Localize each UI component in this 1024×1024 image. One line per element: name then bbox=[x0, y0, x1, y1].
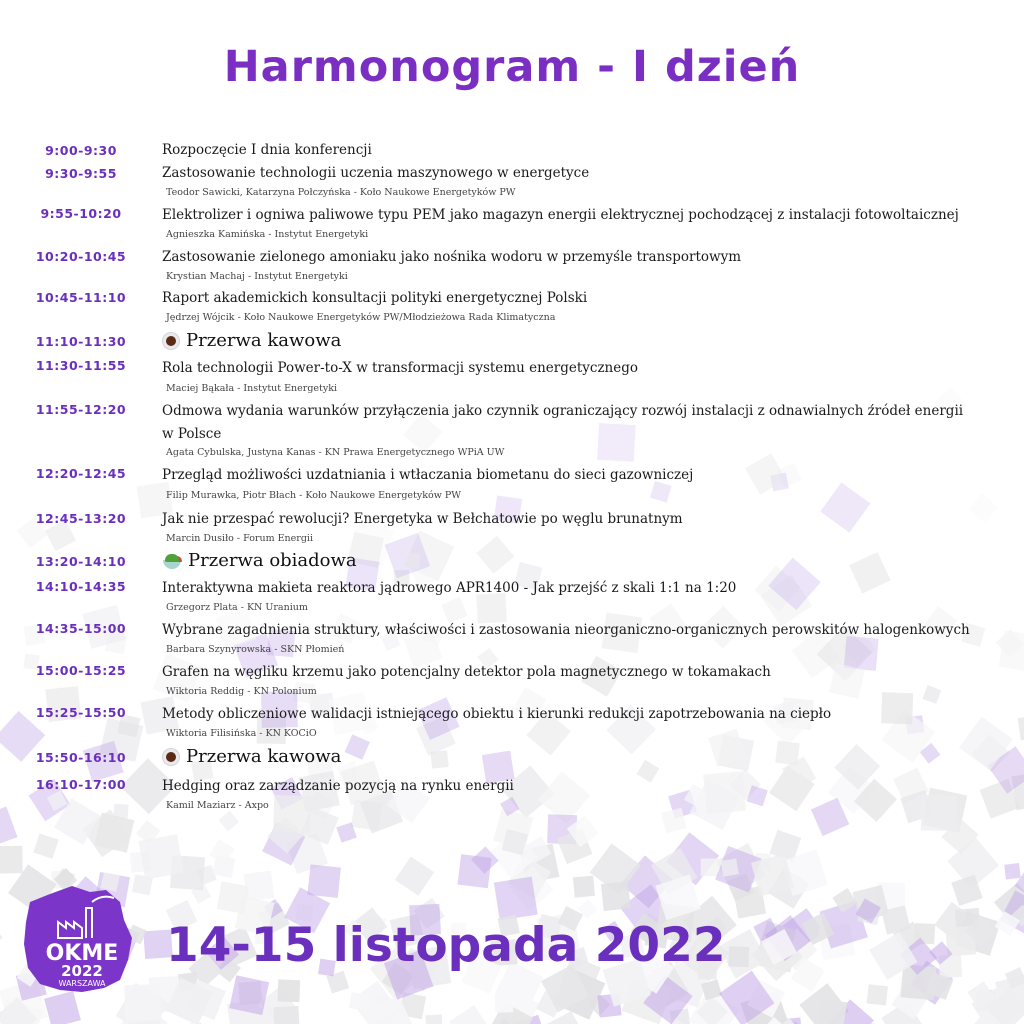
talk-title: Rola technologii Power-to-X w transformacji systemu energetycznego bbox=[162, 360, 639, 376]
talk-title: Jak nie przespać rewolucji? Energetyka w Bełchatowie po węglu brunatnym bbox=[162, 511, 683, 527]
mosaic-tile bbox=[139, 834, 184, 879]
time-slot: 11:30-11:55 bbox=[35, 358, 127, 373]
mosaic-tile bbox=[601, 881, 631, 911]
talk-speakers: Marcin Dusiło - Forum Energii bbox=[166, 533, 313, 544]
time-slot: 10:20-10:45 bbox=[35, 249, 127, 264]
time-slot: 15:50-16:10 bbox=[35, 750, 127, 765]
talk-title: Metody obliczeniowe walidacji istniejącego obiektu i kierunki redukcji zapotrzebowania na ciepło bbox=[162, 706, 832, 722]
time-slot: 9:55-10:20 bbox=[40, 206, 122, 221]
mosaic-tile bbox=[278, 979, 301, 1002]
time-slot: 15:25-15:50 bbox=[35, 705, 127, 720]
talk-speakers: Maciej Bąkała - Instytut Energetyki bbox=[166, 383, 337, 394]
mosaic-tile bbox=[701, 859, 719, 877]
mosaic-tile bbox=[1004, 863, 1021, 880]
talk-title: Hedging oraz zarządzanie pozycją na rynku energii bbox=[162, 778, 514, 794]
logo-name: OKME bbox=[45, 941, 119, 966]
talk-title: Odmowa wydania warunków przyłączenia jako czynnik ograniczający rozwój instalacji z odnawialnych źródeł energii bbox=[162, 403, 964, 419]
mosaic-tile bbox=[430, 750, 448, 768]
mosaic-tile bbox=[573, 876, 595, 898]
break-text: Przerwa kawowa bbox=[186, 746, 342, 767]
talk-speakers: Agata Cybulska, Justyna Kanas - KN Prawa Energetycznego WPiA UW bbox=[166, 447, 505, 458]
mosaic-tile bbox=[867, 984, 888, 1005]
talk-title-continued: w Polsce bbox=[162, 426, 222, 442]
break-label bbox=[162, 330, 341, 351]
break-label bbox=[162, 746, 341, 767]
break-text: Przerwa obiadowa bbox=[188, 550, 357, 571]
mosaic-tile bbox=[229, 975, 269, 1015]
talk-title: Interaktywna makieta reaktora jądrowego APR1400 - Jak przejść z skali 1:1 na 1:20 bbox=[162, 580, 737, 596]
break-text: Przerwa kawowa bbox=[186, 330, 342, 351]
mosaic-tile bbox=[425, 1014, 442, 1024]
mosaic-tile bbox=[307, 864, 341, 898]
mosaic-tile bbox=[495, 994, 514, 1013]
mosaic-tile bbox=[818, 998, 847, 1024]
logo-year: 2022 bbox=[61, 962, 103, 980]
mosaic-tile bbox=[494, 877, 538, 921]
mosaic-tile bbox=[273, 1006, 299, 1024]
talk-title: Rozpoczęcie I dnia konferencji bbox=[162, 142, 372, 158]
mosaic-tile bbox=[244, 871, 275, 902]
time-slot: 16:10-17:00 bbox=[35, 777, 127, 792]
talk-speakers: Grzegorz Plata - KN Uranium bbox=[166, 602, 308, 613]
time-slot: 11:55-12:20 bbox=[35, 402, 127, 417]
talk-title: Zastosowanie zielonego amoniaku jako nośnika wodoru w przemyśle transportowym bbox=[162, 249, 741, 265]
time-slot: 14:10-14:35 bbox=[35, 579, 127, 594]
time-slot: 10:45-11:10 bbox=[35, 290, 127, 305]
talk-title: Elektrolizer i ogniwa paliwowe typu PEM jako magazyn energii elektrycznej pochodzącej z instalacji fotowoltaicznej bbox=[162, 207, 959, 223]
time-slot: 11:10-11:30 bbox=[35, 334, 127, 349]
salad-bowl-icon bbox=[162, 552, 182, 570]
talk-speakers: Wiktoria Filisińska - KN KOCiO bbox=[166, 728, 317, 739]
talk-title: Raport akademickich konsultacji polityki energetycznej Polski bbox=[162, 290, 588, 306]
logo-city: WARSZAWA bbox=[58, 979, 106, 988]
talk-title: Przegląd możliwości uzdatniania i wtłaczania biometanu do sieci gazowniczej bbox=[162, 467, 694, 483]
talk-speakers: Teodor Sawicki, Katarzyna Połczyńska - Koło Naukowe Energetyków PW bbox=[166, 187, 516, 198]
okme-logo bbox=[20, 880, 140, 1000]
page-title: Harmonogram - I dzień bbox=[223, 42, 801, 92]
mosaic-tile bbox=[0, 846, 23, 874]
talk-speakers: Jędrzej Wójcik - Koło Naukowe Energetyków PW/Młodzieżowa Rada Klimatyczna bbox=[166, 312, 556, 323]
mosaic-tile bbox=[720, 858, 738, 876]
mosaic-tile bbox=[217, 881, 249, 913]
time-slot: 12:20-12:45 bbox=[35, 466, 127, 481]
time-slot: 13:20-14:10 bbox=[35, 554, 127, 569]
time-slot: 12:45-13:20 bbox=[35, 511, 127, 526]
coffee-icon bbox=[162, 748, 180, 766]
time-slot: 9:30-9:55 bbox=[45, 166, 117, 181]
coffee-icon bbox=[162, 332, 180, 350]
mosaic-tile bbox=[728, 946, 749, 967]
talk-speakers: Filip Murawka, Piotr Błach - Koło Naukowe Energetyków PW bbox=[166, 490, 462, 501]
talk-title: Zastosowanie technologii uczenia maszynowego w energetyce bbox=[162, 165, 590, 181]
break-label bbox=[162, 550, 357, 571]
talk-title: Grafen na węgliku krzemu jako potencjalny detektor pola magnetycznego w tokamakach bbox=[162, 664, 771, 680]
talk-speakers: Wiktoria Reddig - KN Polonium bbox=[166, 686, 317, 697]
mosaic-tile bbox=[404, 553, 420, 569]
time-slot: 15:00-15:25 bbox=[35, 663, 127, 678]
time-slot: 14:35-15:00 bbox=[35, 621, 127, 636]
talk-speakers: Kamil Maziarz - Axpo bbox=[166, 800, 269, 811]
event-date: 14-15 listopada 2022 bbox=[166, 918, 726, 973]
talk-title: Wybrane zagadnienia struktury, właściwości i zastosowania nieorganiczno-organicznych perowskitów halogenkowych bbox=[162, 622, 970, 638]
talk-speakers: Krystian Machaj - Instytut Energetyki bbox=[166, 271, 348, 282]
talk-speakers: Barbara Szynyrowska - SKN Płomień bbox=[166, 644, 345, 655]
talk-speakers: Agnieszka Kamińska - Instytut Energetyki bbox=[166, 229, 369, 240]
time-slot: 9:00-9:30 bbox=[45, 143, 117, 158]
mosaic-tile bbox=[775, 741, 800, 766]
